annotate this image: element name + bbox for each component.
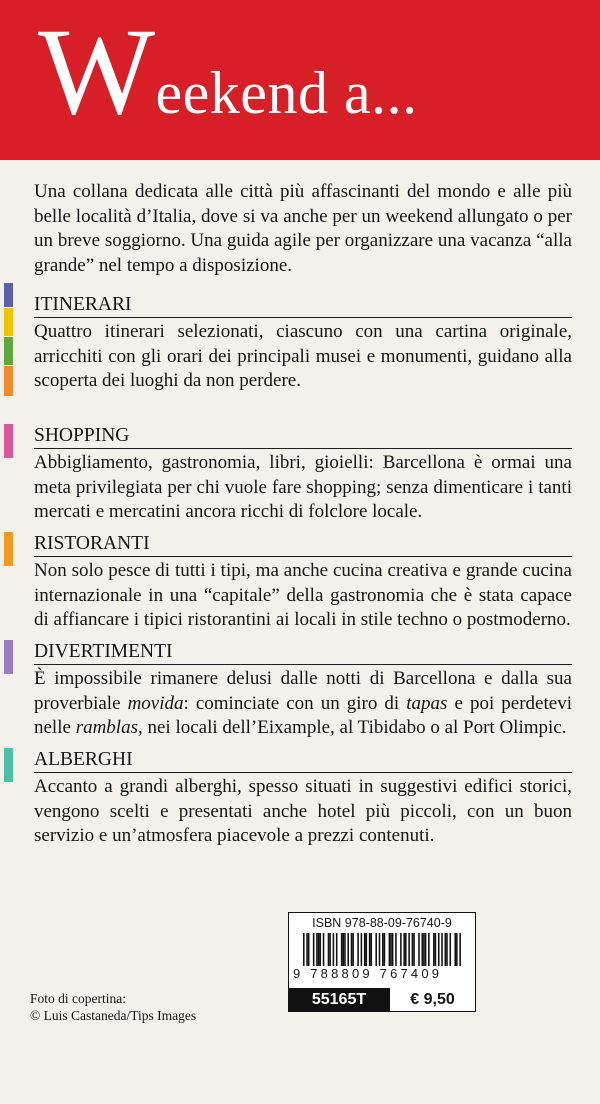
title-rest: eekend a... bbox=[155, 60, 418, 126]
body-emphasis: ramblas bbox=[75, 717, 138, 738]
section-title: ITINERARI bbox=[34, 294, 572, 318]
section-ristoranti bbox=[34, 533, 572, 633]
ristoranti-tab bbox=[4, 532, 13, 566]
price-label: € 9,50 bbox=[389, 988, 475, 1011]
itinerari-tab-yellow bbox=[4, 308, 13, 336]
section-title: DIVERTIMENTI bbox=[34, 641, 572, 665]
header-banner bbox=[0, 0, 600, 160]
series-title bbox=[38, 3, 418, 153]
section-title: RISTORANTI bbox=[34, 533, 572, 557]
title-initial: W bbox=[38, 3, 156, 140]
section-title: SHOPPING bbox=[34, 425, 572, 449]
photo-credits bbox=[30, 990, 196, 1024]
body-emphasis: tapas bbox=[406, 692, 448, 714]
credits-author: © Luis Castaneda/Tips Images bbox=[30, 1008, 197, 1023]
section-shopping bbox=[34, 425, 572, 525]
shopping-tab bbox=[4, 424, 13, 458]
product-code: 55165T bbox=[289, 988, 389, 1011]
section-divertimenti bbox=[34, 641, 572, 741]
body-text: e poi perdetevi nelle bbox=[34, 692, 572, 738]
section-title: ALBERGHI bbox=[34, 749, 572, 773]
section-itinerari bbox=[34, 294, 572, 394]
intro-text: Una collana dedicata alle città più affascinanti del mondo e alle più belle località d’Italia, dove si va anche per un weekend allungato o per un breve soggiorno. Una guida agile per organizzare una vacanza “alla grande” nel tempo a disposizione. bbox=[34, 181, 572, 276]
alberghi-tab bbox=[4, 748, 13, 782]
isbn-label: ISBN 978-88-09-76740-9 bbox=[312, 916, 452, 930]
body-text: : cominciate con un giro di bbox=[183, 692, 407, 714]
barcode-block bbox=[288, 912, 476, 1012]
ean-digits: 9 788809 767409 bbox=[293, 966, 471, 981]
code-price-row bbox=[289, 988, 475, 1011]
section-body: Abbigliamento, gastronomia, libri, gioielli: Barcellona è ormai una meta privilegiata per chi vuole fare shopping; senza dimenticare i tanti mercati e mercatini ancora ricchi di folclore locale. bbox=[34, 452, 572, 522]
body-text: È impossibile rimanere delusi dalle notti di Barcellona e dalla sua proverbiale bbox=[34, 668, 572, 714]
section-body: Accanto a grandi alberghi, spesso situati in suggestivi edifici storici, vengono scelti e presentati anche hotel più piccoli, con un buon servizio e un’atmosfera piacevole a prezzi contenuti. bbox=[34, 776, 572, 846]
section-body bbox=[34, 667, 572, 741]
itinerari-tab-blue bbox=[4, 283, 13, 307]
divertimenti-tab bbox=[4, 640, 13, 674]
body-text: , nei locali dell’Eixample, al Tibidabo o al Port Olimpic. bbox=[137, 717, 567, 738]
itinerari-tab-green bbox=[4, 337, 13, 365]
section-body: Non solo pesce di tutti i tipi, ma anche cucina creativa e grande cucina internazionale in una “capitale” della gastronomia che è stata capace di affiancare i tipici ristorantini ai locali in stile techno o postmoderno. bbox=[34, 560, 572, 630]
itinerari-tab-orange bbox=[4, 366, 13, 396]
section-body: Quattro itinerari selezionati, ciascuno con una cartina originale, arricchiti con gli orari dei principali musei e monumenti, guidano alla scoperta dei luoghi da non perdere. bbox=[34, 321, 572, 391]
section-alberghi bbox=[34, 749, 572, 849]
body-emphasis: movida bbox=[127, 692, 184, 714]
credits-label: Foto di copertina: bbox=[30, 991, 126, 1006]
